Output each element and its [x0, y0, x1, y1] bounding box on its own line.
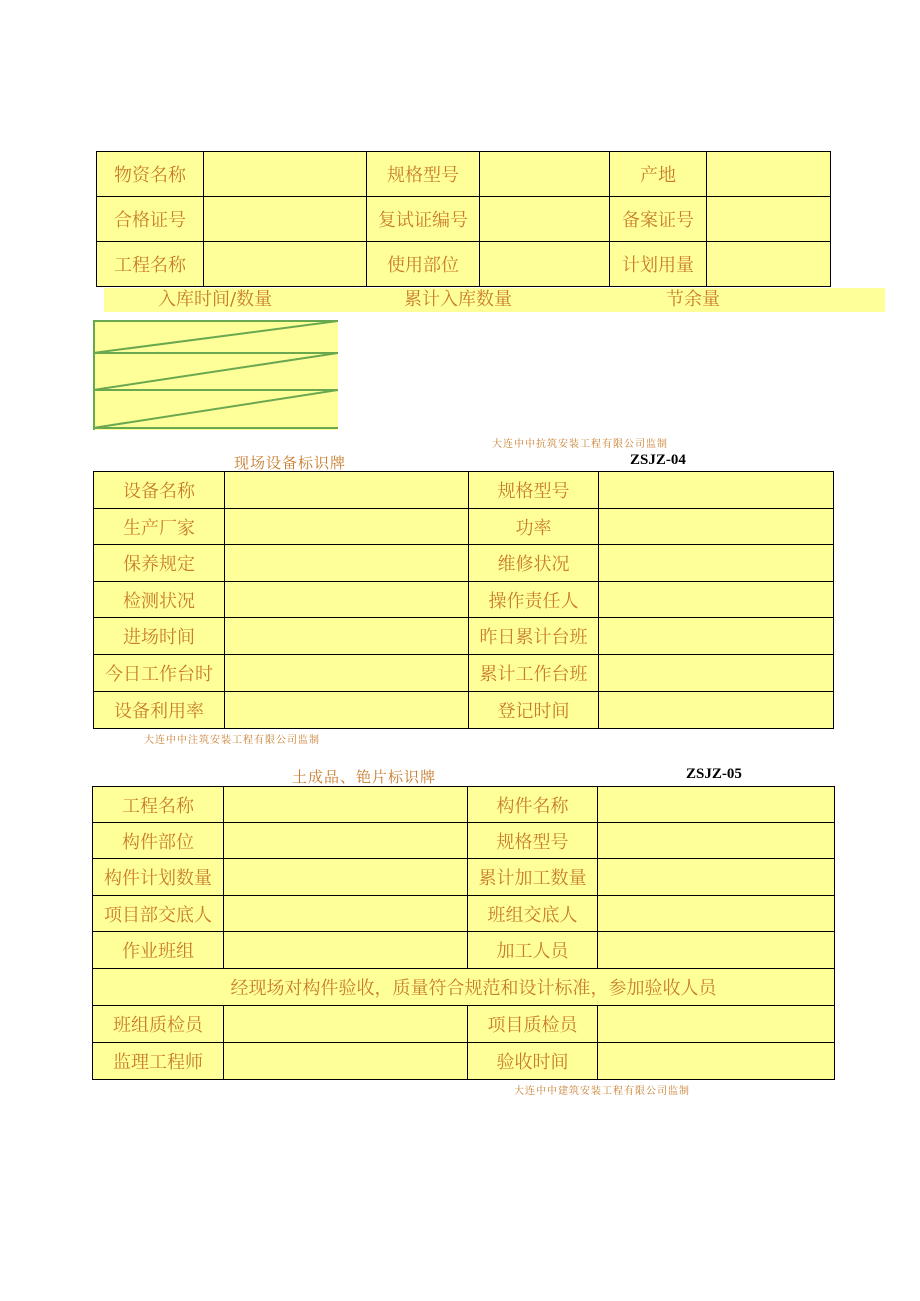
- field-equipment-spec[interactable]: [599, 472, 834, 509]
- field-yesterday-shifts[interactable]: [599, 618, 834, 655]
- label-work-team: 作业班组: [93, 932, 224, 969]
- field-utilization[interactable]: [225, 692, 469, 729]
- label-today-hours: 今日工作台时: [94, 655, 225, 692]
- equipment-sign-title: 现场设备标识牌: [234, 454, 347, 472]
- label-project-briefer: 项目部交底人: [93, 896, 224, 932]
- label-supervising-engineer: 监理工程师: [93, 1043, 224, 1080]
- label-acceptance-time: 验收时间: [468, 1043, 598, 1080]
- field-retest-no[interactable]: [480, 197, 610, 242]
- equipment-sign-code: ZSJZ-04: [630, 452, 686, 468]
- label-component-name: 构件名称: [468, 787, 598, 823]
- field-c-project-name[interactable]: [224, 787, 468, 823]
- label-processing-staff: 加工人员: [468, 932, 598, 969]
- field-origin[interactable]: [707, 152, 831, 197]
- component-sign-table: [92, 786, 835, 1080]
- field-component-name[interactable]: [598, 787, 835, 823]
- label-material-name: 物资名称: [97, 152, 204, 197]
- field-inspection-status[interactable]: [225, 582, 469, 618]
- label-operator: 操作责任人: [469, 582, 599, 618]
- label-register-time: 登记时间: [469, 692, 599, 729]
- field-equipment-name[interactable]: [225, 472, 469, 509]
- field-acceptance-time[interactable]: [598, 1043, 835, 1080]
- sign2-footer: 大连中中注筑安装工程有限公司监制: [144, 735, 320, 746]
- label-component-part: 构件部位: [93, 823, 224, 859]
- field-entry-time[interactable]: [225, 618, 469, 655]
- label-cumulative-inbound: 累计入库数量: [404, 289, 512, 310]
- field-work-team[interactable]: [224, 932, 468, 969]
- label-team-inspector: 班组质检员: [93, 1006, 224, 1043]
- label-manufacturer: 生产厂家: [94, 509, 225, 545]
- field-manufacturer[interactable]: [225, 509, 469, 545]
- field-maintenance-rule[interactable]: [225, 545, 469, 582]
- acceptance-statement: 经现场对构件验收，质量符合规范和设计标准，参加验收人员: [93, 969, 835, 1006]
- field-supervising-engineer[interactable]: [224, 1043, 468, 1080]
- field-spec-model[interactable]: [480, 152, 610, 197]
- field-planned-qty[interactable]: [707, 242, 831, 287]
- label-cumulative-shifts: 累计工作台班: [469, 655, 599, 692]
- label-yesterday-shifts: 昨日累计台班: [469, 618, 599, 655]
- label-component-plan-qty: 构件计划数量: [93, 859, 224, 896]
- label-project-name: 工程名称: [97, 242, 204, 287]
- label-surplus: 节余量: [666, 289, 720, 310]
- label-equipment-name: 设备名称: [94, 472, 225, 509]
- label-spec-model: 规格型号: [367, 152, 480, 197]
- field-team-briefer[interactable]: [598, 896, 835, 932]
- field-filing-no[interactable]: [707, 197, 831, 242]
- field-project-name[interactable]: [204, 242, 367, 287]
- equipment-sign-table: [93, 471, 834, 729]
- label-inbound-time-qty: 入库时间/数量: [158, 289, 273, 310]
- label-inspection-status: 检测状况: [94, 582, 225, 618]
- component-sign-title: 土成品、铯片标识牌: [292, 768, 437, 786]
- field-power[interactable]: [599, 509, 834, 545]
- label-team-briefer: 班组交底人: [468, 896, 598, 932]
- field-cumulative-shifts[interactable]: [599, 655, 834, 692]
- inventory-header-bar: [104, 288, 885, 312]
- label-project-inspector: 项目质检员: [468, 1006, 598, 1043]
- label-origin: 产地: [610, 152, 707, 197]
- component-sign-code: ZSJZ-05: [686, 766, 742, 782]
- label-c-project-name: 工程名称: [93, 787, 224, 823]
- label-power: 功率: [469, 509, 599, 545]
- label-cumulative-processed: 累计加工数量: [468, 859, 598, 896]
- label-entry-time: 进场时间: [94, 618, 225, 655]
- label-cert-no: 合格证号: [97, 197, 204, 242]
- material-sign-table: [96, 151, 831, 287]
- label-filing-no: 备案证号: [610, 197, 707, 242]
- label-usage-part: 使用部位: [367, 242, 480, 287]
- field-register-time[interactable]: [599, 692, 834, 729]
- label-repair-status: 维修状况: [469, 545, 599, 582]
- label-c-spec-model: 规格型号: [468, 823, 598, 859]
- label-equipment-spec: 规格型号: [469, 472, 599, 509]
- label-maintenance-rule: 保养规定: [94, 545, 225, 582]
- field-project-inspector[interactable]: [598, 1006, 835, 1043]
- field-material-name[interactable]: [204, 152, 367, 197]
- field-cumulative-processed[interactable]: [598, 859, 835, 896]
- sign1-footer: 大连中中抗筑安装工程有限公司监制: [492, 439, 668, 450]
- field-cert-no[interactable]: [204, 197, 367, 242]
- field-processing-staff[interactable]: [598, 932, 835, 969]
- field-project-briefer[interactable]: [224, 896, 468, 932]
- field-component-part[interactable]: [224, 823, 468, 859]
- field-usage-part[interactable]: [480, 242, 610, 287]
- label-planned-qty: 计划用量: [610, 242, 707, 287]
- inventory-diagonal-grid: [93, 320, 338, 430]
- field-operator[interactable]: [599, 582, 834, 618]
- label-retest-no: 复试证编号: [367, 197, 480, 242]
- field-repair-status[interactable]: [599, 545, 834, 582]
- sign3-footer: 大连中中建筑安装工程有限公司监制: [514, 1086, 690, 1097]
- field-component-plan-qty[interactable]: [224, 859, 468, 896]
- field-c-spec-model[interactable]: [598, 823, 835, 859]
- label-utilization: 设备利用率: [94, 692, 225, 729]
- field-team-inspector[interactable]: [224, 1006, 468, 1043]
- field-today-hours[interactable]: [225, 655, 469, 692]
